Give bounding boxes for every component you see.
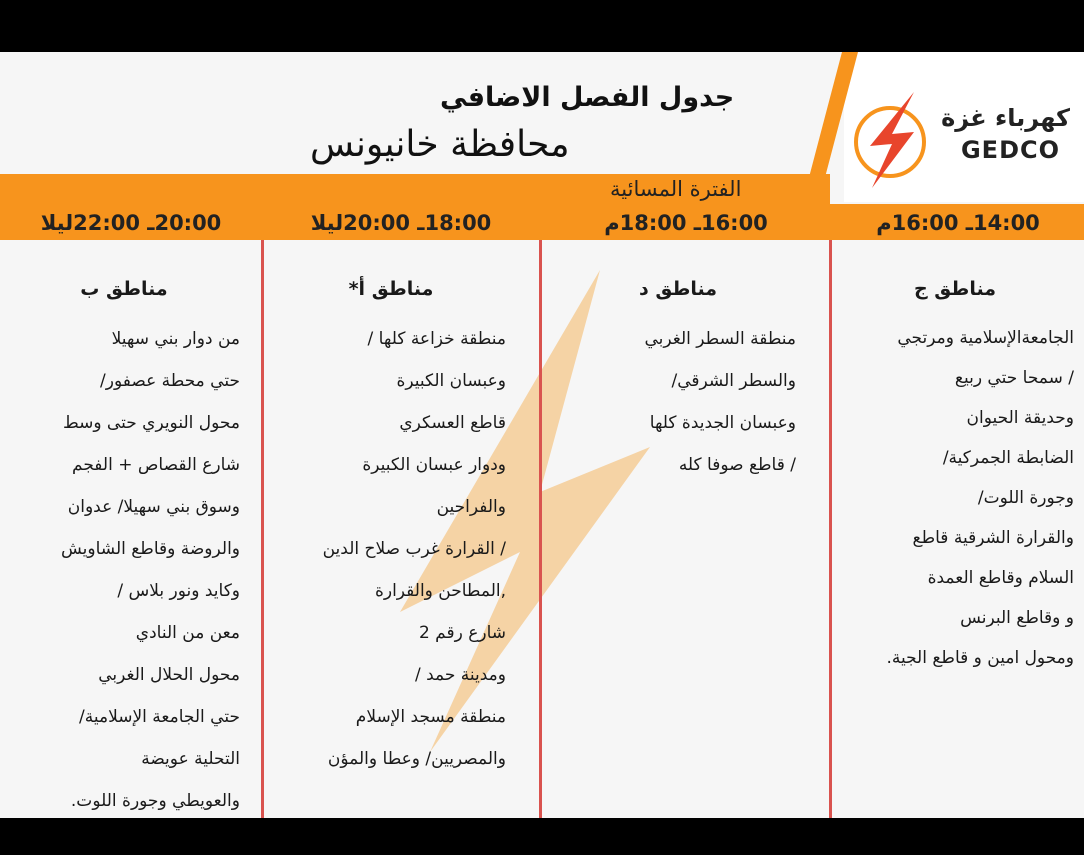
zone-line: وعبسان الجديدة كلها [649,413,796,433]
zone-line: ودوار عبسان الكبيرة [362,455,506,475]
zone-line: والروضة وقاطع الشاويش [60,539,240,559]
zone-line: و وقاطع البرنس [960,608,1074,628]
zone-line: منطقة السطر الغربي [644,329,796,349]
time-slot: 20:00ـ 22:00ليلا [40,211,222,235]
schedule-poster [0,52,1084,818]
zone-line: منطقة خزاعة كلها / [367,329,506,349]
zone-heading: مناطق د [638,278,718,300]
zone-heading: مناطق أ* [348,278,434,300]
zone-line: معن من النادي [135,623,240,643]
zone-line: وجورة اللوت/ [977,488,1074,508]
zone-line: محول النويري حتى وسط [62,413,240,433]
column-divider [539,240,542,818]
zone-heading: مناطق ج [914,278,996,300]
schedule-title: جدول الفصل الاضافي [440,82,735,113]
zone-line: والفراحين [436,497,506,517]
zone-heading: مناطق ب [80,278,168,300]
zone-line: الضابطة الجمركية/ [942,448,1074,468]
zone-line: / القرارة غرب صلاح الدين [322,539,506,559]
zone-line: شارع القصاص + الفجم [72,455,240,475]
zone-column-b [8,274,240,818]
zone-column-d [560,274,796,486]
zone-line: السلام وقاطع العمدة [927,568,1074,588]
zone-line: الجامعةالإسلامية ومرتجي [897,328,1074,348]
zone-line: قاطع العسكري [399,413,506,433]
zone-line: وسوق بني سهيلا/ عدوان [67,497,240,517]
zone-line: والعويطي وجورة اللوت. [70,791,240,811]
zone-line: حتي محطة عصفور/ [100,371,240,391]
zone-line: والسطر الشرقي/ [671,371,796,391]
zone-line: وكايد ونور بلاس / [117,581,240,601]
governorate-title: محافظة خانيونس [310,124,570,165]
zone-line: محول الحلال الغربي [98,665,240,685]
zone-line: التحلية عويضة [141,749,240,769]
zone-line: ومحول امين و قاطع الجية. [886,648,1074,668]
zone-line: ومدينة حمد / [414,665,506,685]
zone-line: شارع رقم 2 [418,623,506,643]
zone-line: حتي الجامعة الإسلامية/ [79,707,240,727]
zone-line: والقرارة الشرقية قاطع [912,528,1074,548]
lightning-bolt-icon [852,84,932,194]
column-divider [261,240,264,818]
zone-line: / قاطع صوفا كله [678,455,796,475]
zone-line: ,المطاحن والقرارة [374,581,506,601]
time-slot: 16:00ـ 18:00م [604,211,768,235]
column-divider [829,240,832,818]
zone-line: وحديقة الحيوان [966,408,1074,428]
zone-line: منطقة مسجد الإسلام [355,707,506,727]
time-slot: 14:00ـ 16:00م [876,211,1040,235]
zone-column-a [276,274,506,780]
period-label: الفترة المسائية [610,177,742,201]
logo-english-name: GEDCO [960,136,1060,164]
zone-line: من دوار بني سهيلا [111,329,240,349]
zone-column-c [836,274,1074,678]
time-slot: 18:00ـ 20:00ليلا [310,211,492,235]
zone-line: / سمحا حتي ربيع [954,368,1074,388]
zone-line: وعبسان الكبيرة [396,371,506,391]
zone-line: والمصريين/ وعطا والمؤن [327,749,506,769]
logo-arabic-name: كهرباء غزة [941,104,1070,132]
